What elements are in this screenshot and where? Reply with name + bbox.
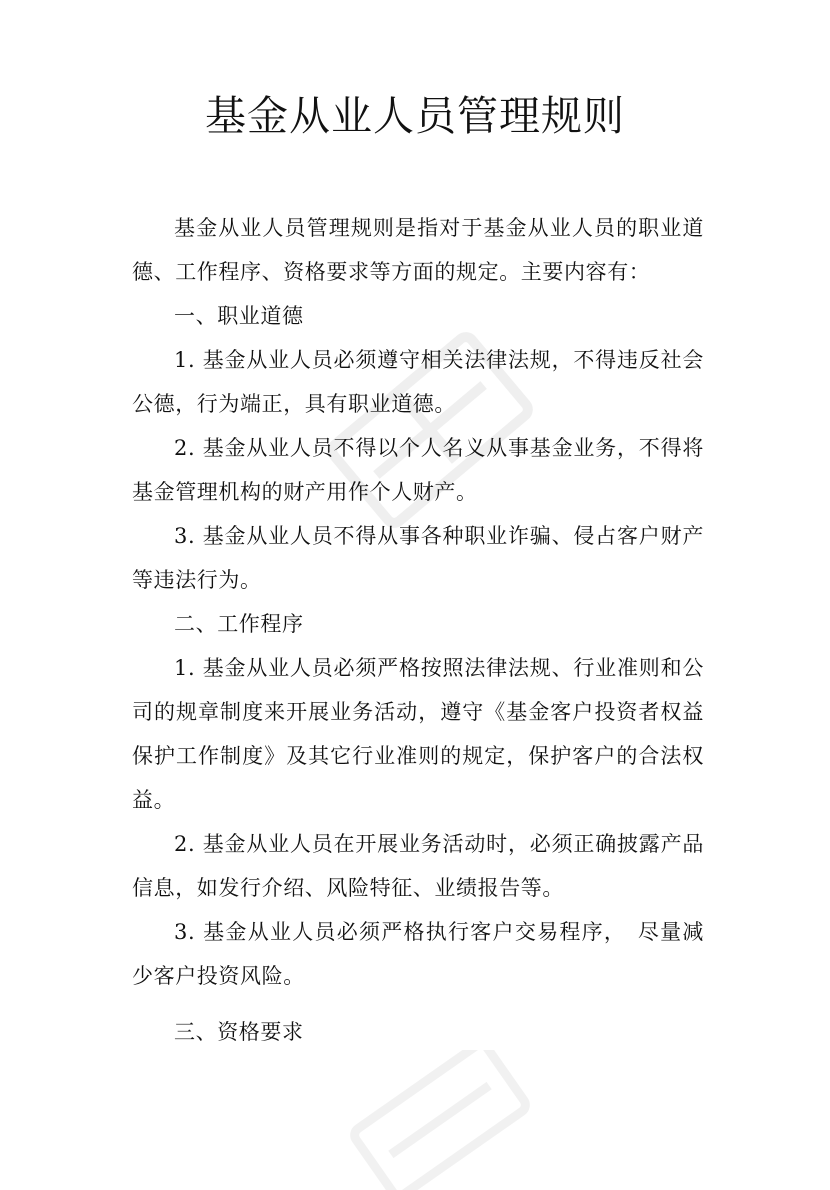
section-heading-qualification: 三、资格要求 [174, 1020, 304, 1044]
document-title: 基金从业人员管理规则 [205, 92, 625, 140]
intro-paragraph: 基金从业人员管理规则是指对于基金从业人员的职业道德、工作程序、资格要求等方面的规定。主要内容有： [132, 216, 704, 284]
section-heading-ethics: 一、职业道德 [174, 304, 304, 328]
document-body [132, 206, 704, 1054]
procedure-item-3: 3. 基金从业人员必须严格执行客户交易程序， 尽量减少客户投资风险。 [132, 920, 704, 988]
watermark-graphic-bottom [330, 1050, 550, 1190]
ethics-item-3: 3. 基金从业人员不得从事各种职业诈骗、侵占客户财产等违法行为。 [132, 524, 704, 592]
procedure-item-2: 2. 基金从业人员在开展业务活动时，必须正确披露产品信息，如发行介绍、风险特征、业绩报告等。 [132, 832, 704, 900]
section-heading-procedure: 二、工作程序 [174, 612, 304, 636]
ethics-item-2: 2. 基金从业人员不得以个人名义从事基金业务，不得将基金管理机构的财产用作个人财产。 [132, 436, 704, 504]
procedure-item-1: 1. 基金从业人员必须严格按照法律法规、行业准则和公司的规章制度来开展业务活动，遵守《基金客户投资者权益保护工作制度》及其它行业准则的规定，保护客户的合法权益。 [132, 656, 704, 812]
ethics-item-1: 1. 基金从业人员必须遵守相关法律法规，不得违反社会公德，行为端正，具有职业道德。 [132, 348, 704, 416]
